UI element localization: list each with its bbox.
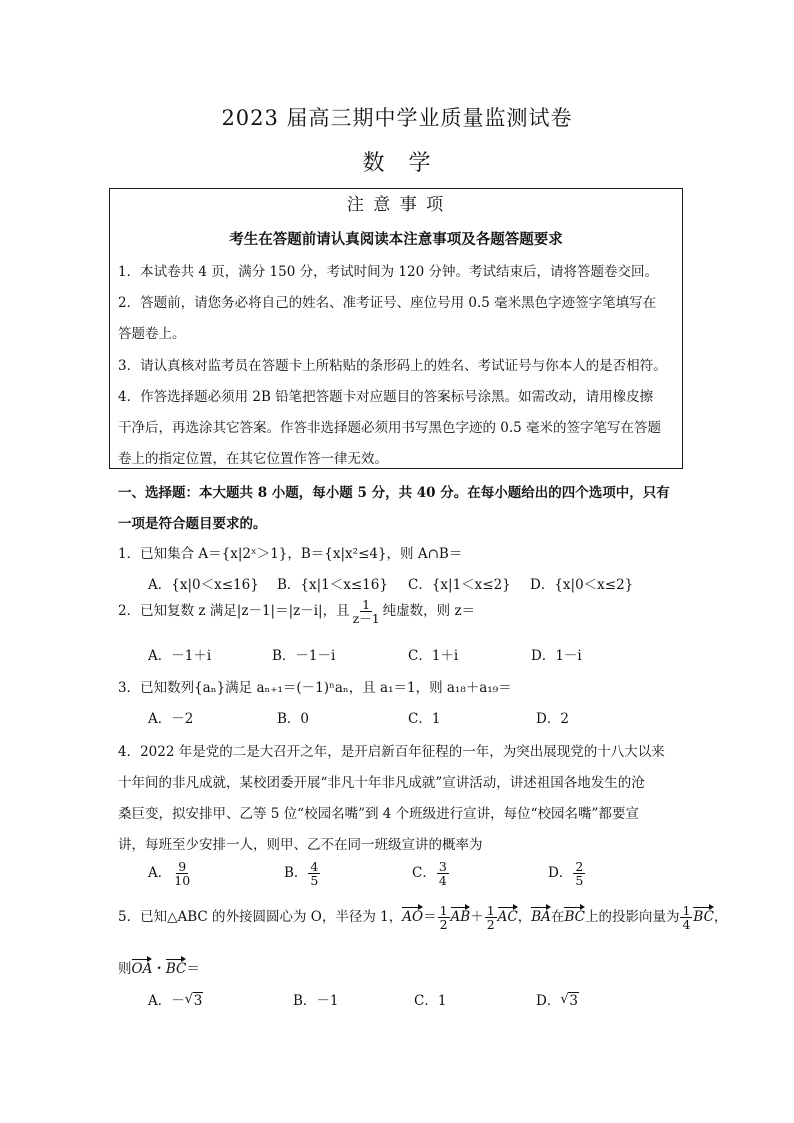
fraction-den: 5 xyxy=(310,873,319,889)
notice-title: 注 意 事 项 xyxy=(346,195,446,215)
notice-line: 2．答题前，请您务必将自己的姓名、准考证号、座位号用 0.5 毫米黑色字迹签字笔填写在 xyxy=(118,295,657,311)
notice-line: 卷上的指定位置，在其它位置作答一律无效。 xyxy=(118,451,388,467)
fraction-den: 2 xyxy=(439,917,448,933)
radicand: 3 xyxy=(193,993,203,1009)
notice-subtitle: 考生在答题前请认真阅读本注意事项及各题答题要求 xyxy=(229,231,563,248)
q4-option-label: C． xyxy=(412,865,436,882)
q4-option-a xyxy=(148,860,193,887)
vector-ac: AC xyxy=(497,909,518,926)
notice-line: 4．作答选择题必须用 2B 铅笔把答题卡对应题目的答案标号涂黑。如需改动，请用橡皮擦 xyxy=(118,389,654,405)
fraction-num: 3 xyxy=(438,859,447,874)
q5-option-c: C．1 xyxy=(414,993,447,1009)
q4-option-label: A． xyxy=(148,865,172,882)
q5-text: ， xyxy=(517,909,532,926)
q4-option-label: D． xyxy=(548,865,573,882)
q4-option-b xyxy=(284,860,321,887)
half-fraction xyxy=(485,904,497,931)
vector-ao: AO xyxy=(402,909,424,926)
q2-option-b: B．－1－i xyxy=(272,648,336,664)
vector-bc: BC xyxy=(165,961,187,977)
q2-fraction xyxy=(351,598,382,625)
notice-line: 3．请认真核对监考员在答题卡上所粘贴的条形码上的姓名、考试证号与你本人的是否相符。 xyxy=(118,358,667,374)
notice-line: 干净后，再选涂其它答案。作答非选择题必须用书写黑色字迹的 0.5 毫米的签字笔写在答题 xyxy=(118,420,662,436)
q2-stem-part: 纯虚数，则 z＝ xyxy=(382,603,476,620)
quarter-fraction xyxy=(680,904,692,931)
half-fraction xyxy=(438,904,450,931)
q3-option-d: D．2 xyxy=(536,711,569,727)
q5-text: ・ xyxy=(152,961,166,977)
fraction-num: 9 xyxy=(178,859,187,874)
option-label: A．－ xyxy=(148,993,185,1009)
q5-option-a xyxy=(148,989,203,1009)
q4-option-label: B． xyxy=(284,865,308,882)
exam-subject: 数 学 xyxy=(362,151,432,176)
q2-stem-part: 2．已知复数 z 满足|z－1|＝|z－i|，且 xyxy=(118,603,350,620)
vector-bc: BC xyxy=(564,909,585,926)
q5-text: 则 xyxy=(118,961,132,977)
q5-text: ＝ xyxy=(423,909,437,926)
fraction-num: 1 xyxy=(439,903,448,918)
notice-line: 答题卷上。 xyxy=(118,326,186,342)
section-heading: 一、选择题：本大题共 8 小题，每小题 5 分，共 40 分。在每小题给出的四个选项中，只有 xyxy=(118,485,670,501)
fraction-num: 1 xyxy=(486,903,495,918)
question-4-line: 讲，每班至少安排一人，则甲、乙不在同一班级宣讲的概率为 xyxy=(118,837,483,853)
sqrt-radical xyxy=(560,993,579,1009)
question-3-stem: 3．已知数列{aₙ}满足 aₙ₊₁＝(－1)ⁿaₙ，且 a₁＝1，则 a₁₈＋a₁₉＝ xyxy=(118,680,512,696)
vector-ba: BA xyxy=(531,909,551,926)
q2-option-c: C．1＋i xyxy=(408,648,459,664)
fraction-num: 2 xyxy=(575,859,584,874)
fraction-num: 1 xyxy=(682,903,691,918)
q4-option-fraction xyxy=(308,860,320,887)
q4-option-d xyxy=(548,860,586,887)
q4-option-fraction xyxy=(172,860,192,887)
option-label: D． xyxy=(536,993,561,1009)
question-5-stem xyxy=(118,904,727,931)
q5-text: ＋ xyxy=(470,909,484,926)
q1-option-c: C．{x|1＜x≤2} xyxy=(408,577,511,593)
q5-option-d xyxy=(536,989,579,1009)
notice-line: 1．本试卷共 4 页，满分 150 分，考试时间为 120 分钟。考试结束后，请将答题卷交回。 xyxy=(118,264,658,280)
q1-option-b: B．{x|1＜x≤16} xyxy=(277,577,388,593)
q1-option-d: D．{x|0＜x≤2} xyxy=(530,577,634,593)
fraction-den: 10 xyxy=(174,873,191,889)
question-4-line: 4．2022 年是党的二是大召开之年，是开启新百年征程的一年，为突出展现党的十八大以来 xyxy=(118,744,665,760)
q5-text: 5．已知△ABC 的外接圆圆心为 O，半径为 1， xyxy=(118,909,403,926)
q4-option-fraction xyxy=(437,860,449,887)
vector-oa: OA xyxy=(131,961,153,977)
q1-option-a: A．{x|0＜x≤16} xyxy=(148,577,259,593)
q5-text: ＝ xyxy=(186,961,200,977)
section-heading-cont: 一项是符合题目要求的。 xyxy=(118,516,267,532)
q2-fraction-den: z－1 xyxy=(352,611,380,627)
q4-option-fraction xyxy=(573,860,585,887)
q3-option-c: C．1 xyxy=(408,711,441,727)
question-4-line: 十年间的非凡成就，某校团委开展“非凡十年非凡成就”宣讲活动，讲述祖国各地发生的沧 xyxy=(118,775,645,791)
q3-option-b: B．0 xyxy=(277,711,310,727)
question-2-stem xyxy=(118,598,475,625)
vector-bc: BC xyxy=(693,909,714,926)
q3-option-a: A．－2 xyxy=(148,711,194,727)
question-4-line: 桑巨变，拟安排甲、乙等 5 位“校园名嘴”到 4 个班级进行宣讲，每位“校园名嘴”都要宣 xyxy=(118,806,639,822)
exam-title: 2023 届高三期中学业质量监测试卷 xyxy=(221,106,573,130)
q2-fraction-num: 1 xyxy=(362,597,371,612)
q5-text: ， xyxy=(713,909,728,926)
q5-text: 在 xyxy=(550,909,565,926)
radicand: 3 xyxy=(569,993,578,1009)
fraction-den: 5 xyxy=(575,873,584,889)
q5-option-b: B．－1 xyxy=(293,993,339,1009)
question-5-line2 xyxy=(118,957,200,977)
q2-option-d: D．1－i xyxy=(531,648,582,664)
fraction-den: 4 xyxy=(682,917,691,933)
fraction-num: 4 xyxy=(310,859,319,874)
fraction-den: 4 xyxy=(438,873,447,889)
q2-option-a: A．－1＋i xyxy=(148,648,212,664)
question-1-stem: 1．已知集合 A＝{x|2ˣ＞1}，B＝{x|x²≤4}，则 A∩B＝ xyxy=(118,546,463,562)
sqrt-radical xyxy=(185,993,204,1009)
fraction-den: 2 xyxy=(486,917,495,933)
q4-option-c xyxy=(412,860,450,887)
q5-text: 上的投影向量为 xyxy=(584,909,680,926)
vector-ab: AB xyxy=(450,909,471,926)
